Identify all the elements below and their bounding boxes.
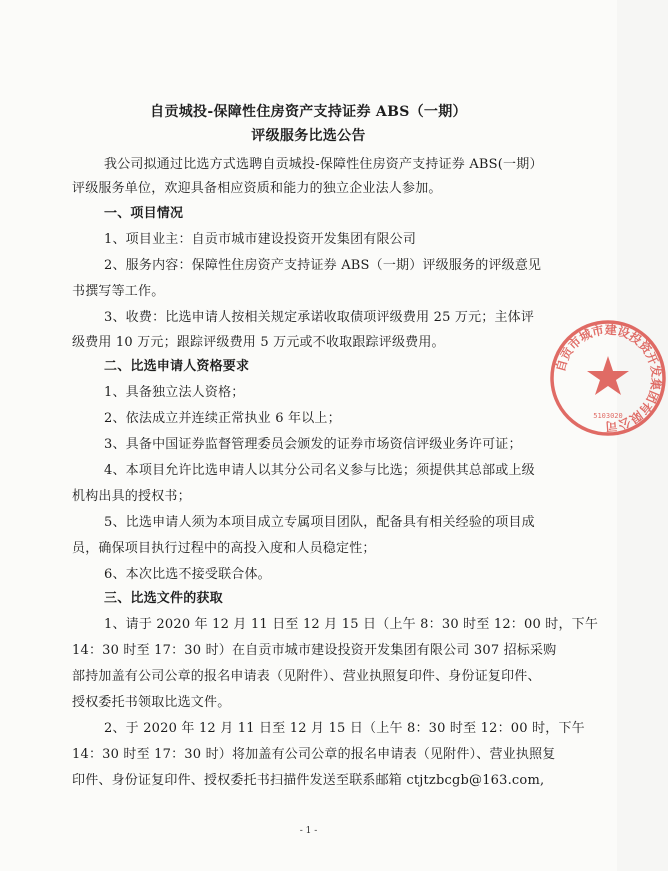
section-3-para-2a: 2、于 2020 年 12 月 11 日至 12 月 15 日（上午 8：30 时至 12：00 时，下午 — [104, 721, 585, 736]
title-line-2: 评级服务比选公告 — [251, 128, 366, 144]
section-3-para-1a: 1、请于 2020 年 12 月 11 日至 12 月 15 日（上午 8：30 时至 12：00 时，下午 — [104, 617, 599, 632]
section-3-para-1b: 14：30 时至 17：30 时）在自贡市城市建设投资开发集团有限公司 307 招标采购 — [72, 643, 557, 658]
section-3-heading: 三、比选文件的获取 — [104, 591, 223, 606]
section-2-item-5b: 员，确保项目执行过程中的高投入度和人员稳定性； — [72, 541, 376, 556]
section-1-item-3b: 级费用 10 万元；跟踪评级费用 5 万元或不收取跟踪评级费用。 — [72, 335, 445, 350]
section-1-heading: 一、项目情况 — [104, 206, 184, 221]
section-2-item-4b: 机构出具的授权书； — [72, 489, 191, 504]
section-2-item-3: 3、具备中国证券监督管理委员会颁发的证券市场资信评级业务许可证； — [104, 437, 522, 452]
section-1-item-1: 1、项目业主：自贡市城市建设投资开发集团有限公司 — [104, 232, 417, 247]
svg-text:自贡市城市建设投资开发集团有限公司: 自贡市城市建设投资开发集团有限公司 — [553, 322, 664, 434]
section-1-item-2b: 书撰写等工作。 — [72, 284, 165, 299]
section-2-item-6: 6、本次比选不接受联合体。 — [104, 567, 271, 582]
intro-line-1: 我公司拟通过比选方式选聘自贡城投-保障性住房资产支持证券 ABS(一期） — [104, 157, 543, 172]
title-line-1: 自贡城投-保障性住房资产支持证券 ABS（一期） — [150, 104, 467, 120]
section-2-item-4a: 4、本项目允许比选申请人以其分公司名义参与比选；须提供其总部或上级 — [104, 463, 535, 478]
section-3-para-2c: 印件、身份证复印件、授权委托书扫描件发送至联系邮箱 ctjtzbcgb@163.com, — [72, 773, 545, 788]
section-3-para-2b: 14：30 时至 17：30 时）将加盖有公司公章的报名申请表（见附件）、营业执照复 — [72, 747, 556, 762]
svg-text:5103020: 5103020 — [593, 412, 623, 420]
section-3-para-1d: 授权委托书领取比选文件。 — [72, 695, 231, 710]
section-2-item-2: 2、依法成立并连续正常执业 6 年以上； — [104, 411, 341, 426]
intro-line-2: 评级服务单位，欢迎具备相应资质和能力的独立企业法人参加。 — [72, 181, 442, 196]
section-1-item-2a: 2、服务内容：保障性住房资产支持证券 ABS（一期）评级服务的评级意见 — [104, 258, 542, 273]
company-seal-stamp — [548, 318, 668, 438]
section-2-item-1: 1、具备独立法人资格； — [104, 385, 245, 400]
section-1-item-3a: 3、收费：比选申请人按相关规定承诺收取债项评级费用 25 万元；主体评 — [104, 310, 535, 325]
section-2-heading: 二、比选申请人资格要求 — [104, 359, 250, 374]
page-number: - 1 - — [299, 826, 318, 836]
section-3-para-1c: 部持加盖有公司公章的报名申请表（见附件）、营业执照复印件、身份证复印件、 — [72, 669, 541, 684]
section-2-item-5a: 5、比选申请人须为本项目成立专属项目团队，配备具有相关经验的项目成 — [104, 515, 535, 530]
